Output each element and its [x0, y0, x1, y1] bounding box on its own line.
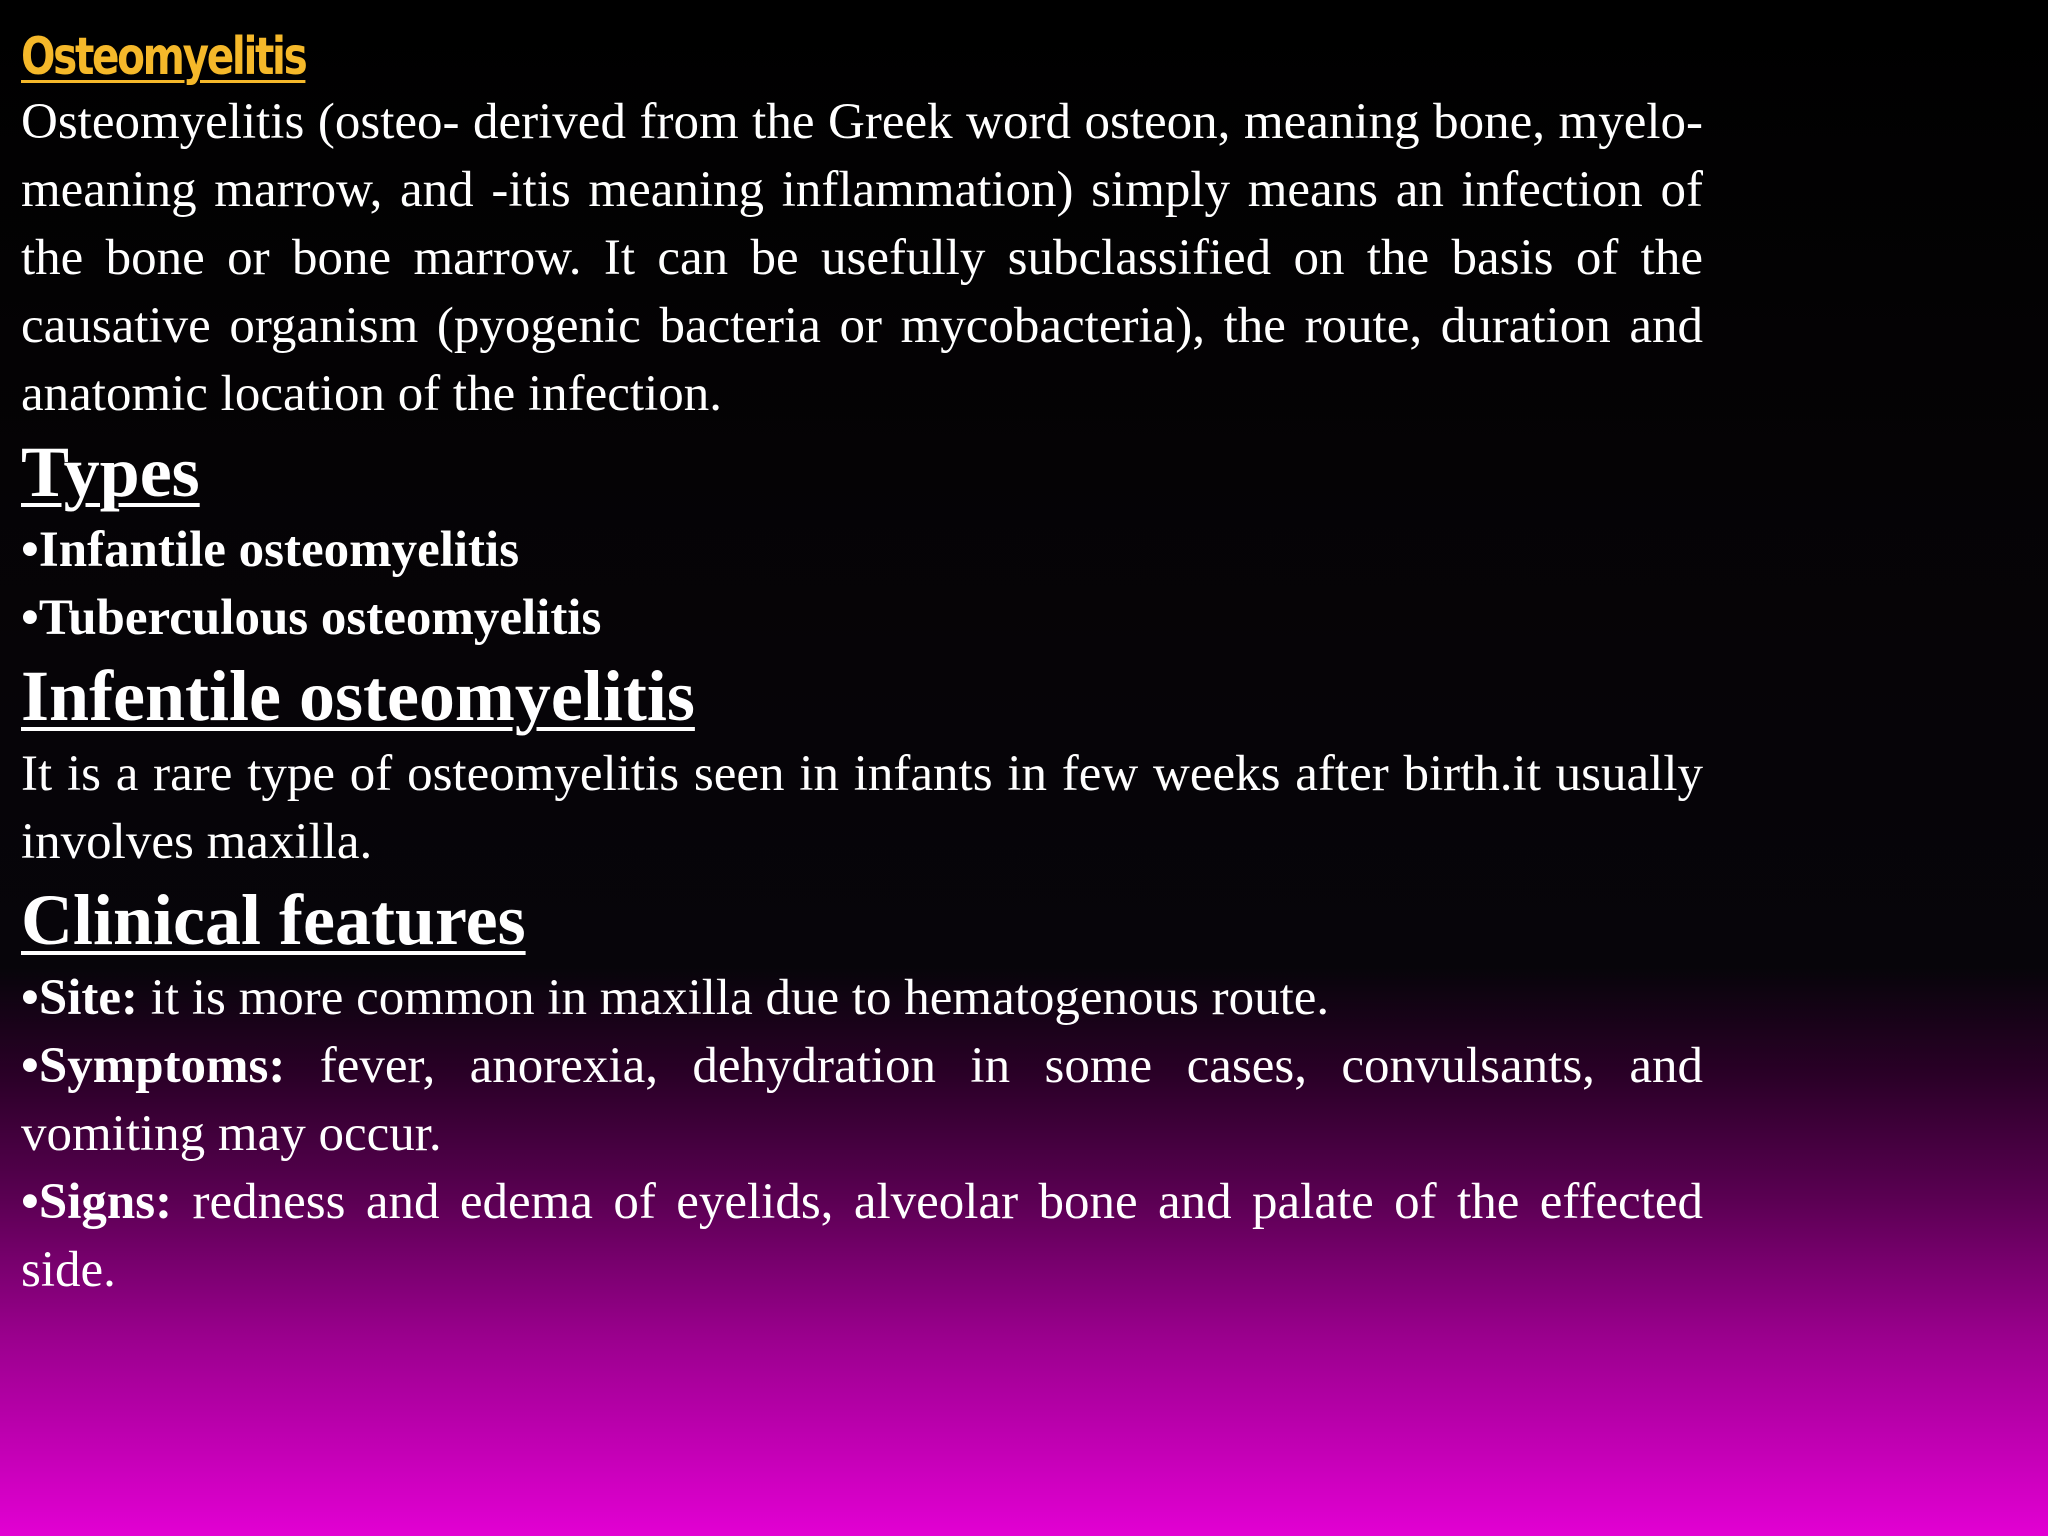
feature-text: redness and edema of eyelids, alveolar bone and palate of the effected side.: [21, 1173, 1703, 1298]
feature-text: it is more common in maxilla due to hematogenous route.: [138, 969, 1330, 1026]
feature-signs: [21, 1168, 1703, 1304]
feature-symptoms: [21, 1032, 1703, 1168]
types-heading: Types: [21, 431, 200, 512]
feature-label: •Symptoms:: [21, 1037, 286, 1094]
infantile-paragraph: It is a rare type of osteomyelitis seen in infants in few weeks after birth.it usually involves maxilla.: [21, 745, 1703, 870]
types-list-item: •Tuberculous osteomyelitis: [21, 589, 602, 646]
types-list-item: •Infantile osteomyelitis: [21, 521, 520, 578]
clinical-features-heading: Clinical features: [21, 879, 526, 960]
feature-text: fever, anorexia, dehydration in some cases, convulsants, and vomiting may occur.: [21, 1037, 1703, 1162]
feature-site: [21, 964, 1703, 1032]
slide-title: Osteomyelitis: [21, 27, 306, 87]
slide-content: [21, 28, 1703, 1304]
feature-label: •Signs:: [21, 1173, 173, 1230]
feature-label: •Site:: [21, 969, 138, 1026]
infantile-heading: Infentile osteomyelitis: [21, 655, 695, 736]
intro-paragraph: Osteomyelitis (osteo- derived from the Greek word osteon, meaning bone, myelo- meaning marrow, and -itis meaning inflammation) simply means an infection of the bone or bone marrow. It can be usefully subclassified on the basis of the causative organism (pyogenic bacteria or mycobacteria), the route, duration and anatomic location of the infection.: [21, 93, 1703, 422]
